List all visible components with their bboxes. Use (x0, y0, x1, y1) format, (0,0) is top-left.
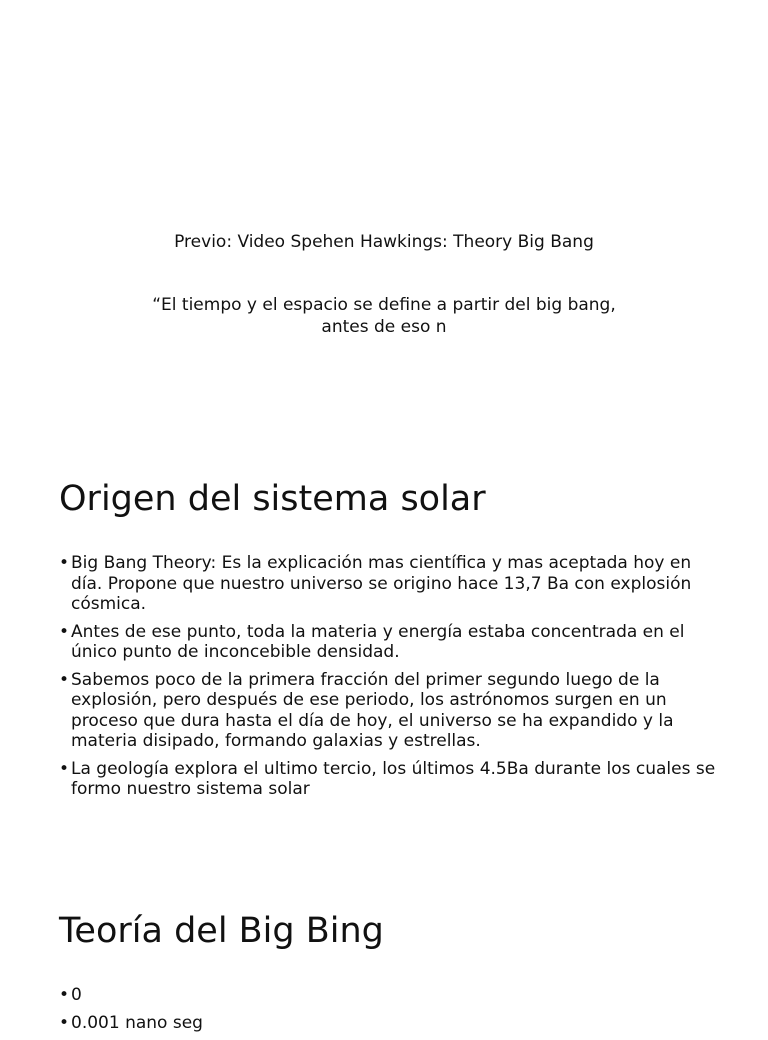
bullet-icon: • (59, 621, 70, 642)
list-item (59, 670, 719, 752)
list-item (59, 1013, 719, 1034)
list-item-text: Antes de ese punto, toda la materia y energía estaba concentrada en el único punto de inconcebible densidad. (71, 621, 685, 662)
list-item-text: Big Bang Theory: Es la explicación mas científica y mas aceptada hoy en día. Propone que nuestro universo se origino hace 13,7 Ba con explosión cósmica. (71, 553, 692, 614)
list-item-text: La geología explora el ultimo tercio, los últimos 4.5Ba durante los cuales se formo nuestro sistema solar (71, 758, 716, 799)
intro-quote-line-1: “El tiempo y el espacio se define a partir del big bang, (152, 295, 616, 315)
list-item (59, 759, 719, 800)
bullet-icon: • (59, 669, 70, 690)
list-item (59, 553, 719, 615)
intro-quote-line-2: antes de eso n (321, 317, 447, 337)
section-title: Teoría del Big Bing (59, 911, 384, 951)
intro-previo-text: Previo: Video Spehen Hawkings: Theory Big Bang (174, 232, 594, 252)
list-item (59, 622, 719, 663)
list-item (59, 985, 719, 1006)
list-item-text: 0 (71, 985, 82, 1005)
bullet-icon: • (59, 985, 70, 1005)
section-title: Origen del sistema solar (59, 479, 486, 519)
bullet-icon: • (59, 553, 70, 573)
section-teoria (59, 910, 719, 1040)
bullet-list (59, 985, 719, 1033)
bullet-list (59, 553, 719, 800)
list-item-text: 0.001 nano seg (71, 1012, 203, 1033)
list-item-text: Sabemos poco de la primera fracción del primer segundo luego de la explosión, pero después de ese periodo, los astrónomos surgen en un proceso que dura hasta el día de hoy, el universo se ha expandido y la materia disipado, formando galaxias y estrellas. (71, 669, 674, 751)
intro-quote (0, 294, 768, 338)
section-origen (59, 478, 719, 807)
bullet-icon: • (59, 758, 70, 779)
bullet-icon: • (59, 1012, 70, 1033)
